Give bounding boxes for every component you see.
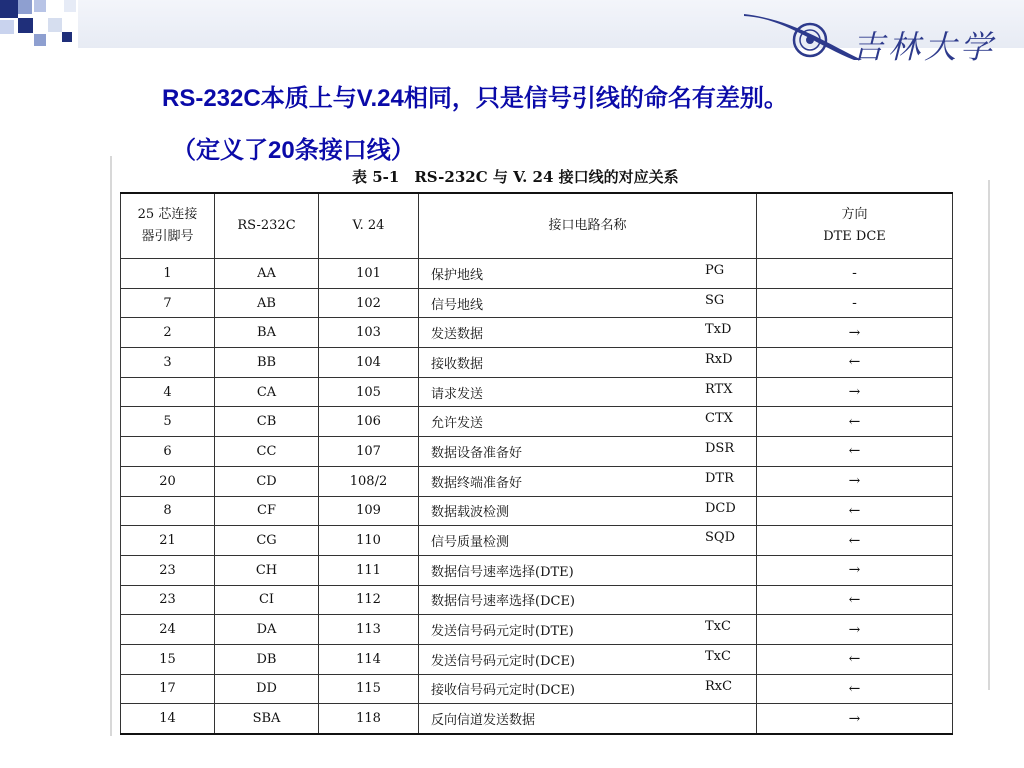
- circuit-abbr: PG: [705, 263, 725, 278]
- table-caption: 表 5-1 RS-232C 与 V. 24 接口线的对应关系: [352, 168, 679, 186]
- circuit-abbr: SG: [705, 292, 725, 308]
- circuit-name-text: 接收数据: [431, 356, 484, 372]
- slide-title: RS-232C本质上与V.24相同，只是信号引线的命名有差别。: [162, 85, 788, 112]
- cell-direction: →: [757, 704, 953, 734]
- circuit-abbr: CTX: [705, 411, 733, 427]
- cell-direction: ←: [757, 526, 953, 556]
- cell-v24: 118: [319, 704, 419, 734]
- cell-circuit-name: [419, 615, 757, 645]
- cell-v24: 115: [319, 674, 419, 704]
- cell-rs232c: CI: [215, 585, 319, 615]
- header-circuit-name: 接口电路名称: [419, 193, 757, 259]
- decor-square: [18, 18, 33, 33]
- header-rs232c: RS-232C: [215, 193, 319, 259]
- table-row: [121, 615, 953, 645]
- cell-pin: 23: [121, 555, 215, 585]
- cell-v24: 108/2: [319, 466, 419, 496]
- table-row: [121, 377, 953, 407]
- cell-circuit-name: [419, 377, 757, 407]
- cell-direction: ←: [757, 496, 953, 526]
- cell-circuit-name: [419, 526, 757, 556]
- cell-v24: 101: [319, 259, 419, 289]
- cell-rs232c: BA: [215, 318, 319, 348]
- cell-pin: 3: [121, 348, 215, 378]
- cell-direction: ←: [757, 674, 953, 704]
- slide-subtitle: （定义了20条接口线）: [172, 137, 415, 164]
- cell-rs232c: CH: [215, 555, 319, 585]
- circuit-abbr: DSR: [705, 441, 735, 457]
- circuit-abbr: SQD: [705, 530, 735, 546]
- circuit-name-text: 数据载波检测: [431, 505, 510, 521]
- cell-direction: →: [757, 555, 953, 585]
- cell-circuit-name: [419, 318, 757, 348]
- cell-direction: ←: [757, 348, 953, 378]
- scan-edge: [988, 180, 990, 690]
- decor-square: [18, 0, 32, 14]
- cell-direction: -: [757, 259, 953, 289]
- table-row: [121, 318, 953, 348]
- cell-pin: 6: [121, 437, 215, 467]
- cell-v24: 104: [319, 348, 419, 378]
- cell-rs232c: CG: [215, 526, 319, 556]
- circuit-abbr: RTX: [705, 381, 733, 397]
- table-row: [121, 644, 953, 674]
- cell-circuit-name: [419, 466, 757, 496]
- header-pin: 25 芯连接 器引脚号: [121, 193, 215, 259]
- table-row: [121, 704, 953, 734]
- cell-direction: -: [757, 288, 953, 318]
- circuit-name-text: 接收信号码元定时(DCE): [431, 683, 576, 699]
- cell-rs232c: AB: [215, 288, 319, 318]
- table-row: [121, 526, 953, 556]
- cell-v24: 113: [319, 615, 419, 645]
- circuit-name-text: 发送信号码元定时(DCE): [431, 653, 576, 669]
- cell-v24: 106: [319, 407, 419, 437]
- cell-rs232c: AA: [215, 259, 319, 289]
- cell-rs232c: CB: [215, 407, 319, 437]
- circuit-name-text: 请求发送: [431, 386, 484, 402]
- cell-pin: 17: [121, 674, 215, 704]
- cell-circuit-name: [419, 496, 757, 526]
- cell-pin: 14: [121, 704, 215, 734]
- table-row: [121, 348, 953, 378]
- cell-pin: 2: [121, 318, 215, 348]
- table-header-row: [121, 193, 953, 259]
- cell-rs232c: CF: [215, 496, 319, 526]
- table-row: [121, 288, 953, 318]
- circuit-abbr: RxC: [705, 678, 733, 694]
- cell-circuit-name: [419, 585, 757, 615]
- circuit-name-text: 反向信道发送数据: [431, 713, 536, 729]
- circuit-name-text: 发送数据: [431, 327, 484, 343]
- cell-direction: ←: [757, 437, 953, 467]
- cell-direction: ←: [757, 585, 953, 615]
- circuit-name-text: 发送信号码元定时(DTE): [431, 624, 574, 640]
- decor-square: [34, 0, 46, 12]
- circuit-abbr: DCD: [705, 500, 736, 516]
- circuit-abbr: TxC: [705, 648, 731, 664]
- table-row: [121, 466, 953, 496]
- table-row: [121, 674, 953, 704]
- cell-direction: →: [757, 318, 953, 348]
- decor-square: [34, 34, 46, 46]
- decor-square: [64, 0, 76, 12]
- cell-v24: 110: [319, 526, 419, 556]
- cell-v24: 103: [319, 318, 419, 348]
- cell-circuit-name: [419, 348, 757, 378]
- cell-rs232c: BB: [215, 348, 319, 378]
- cell-pin: 23: [121, 585, 215, 615]
- circuit-abbr: TxD: [705, 322, 732, 338]
- university-name: 吉林大学: [851, 28, 996, 66]
- circuit-name-text: 数据信号速率选择(DCE): [431, 594, 576, 610]
- cell-v24: 105: [319, 377, 419, 407]
- decor-square: [0, 0, 18, 18]
- cell-pin: 24: [121, 615, 215, 645]
- cell-circuit-name: [419, 259, 757, 289]
- cell-pin: 7: [121, 288, 215, 318]
- interface-table: [120, 192, 953, 735]
- scan-edge: [110, 156, 112, 736]
- cell-circuit-name: [419, 555, 757, 585]
- cell-rs232c: CA: [215, 377, 319, 407]
- decor-square: [48, 18, 62, 32]
- circuit-name-text: 信号地线: [431, 297, 484, 313]
- cell-v24: 102: [319, 288, 419, 318]
- cell-direction: →: [757, 466, 953, 496]
- cell-direction: ←: [757, 644, 953, 674]
- cell-rs232c: CD: [215, 466, 319, 496]
- circuit-name-text: 保护地线: [431, 267, 484, 283]
- circuit-name-text: 信号质量检测: [431, 535, 510, 551]
- decor-square: [62, 32, 72, 42]
- cell-circuit-name: [419, 437, 757, 467]
- table-row: [121, 585, 953, 615]
- cell-circuit-name: [419, 704, 757, 734]
- cell-pin: 5: [121, 407, 215, 437]
- cell-rs232c: CC: [215, 437, 319, 467]
- header-v24: V. 24: [319, 193, 419, 259]
- cell-pin: 1: [121, 259, 215, 289]
- header-direction: 方向 DTE DCE: [757, 193, 953, 259]
- cell-pin: 8: [121, 496, 215, 526]
- cell-circuit-name: [419, 288, 757, 318]
- circuit-name-text: 允许发送: [431, 416, 484, 432]
- circuit-abbr: RxD: [705, 352, 733, 368]
- cell-pin: 20: [121, 466, 215, 496]
- cell-v24: 114: [319, 644, 419, 674]
- table-row: [121, 555, 953, 585]
- cell-circuit-name: [419, 644, 757, 674]
- cell-pin: 15: [121, 644, 215, 674]
- cell-v24: 107: [319, 437, 419, 467]
- cell-v24: 112: [319, 585, 419, 615]
- cell-direction: →: [757, 377, 953, 407]
- cell-pin: 4: [121, 377, 215, 407]
- cell-direction: →: [757, 615, 953, 645]
- circuit-name-text: 数据设备准备好: [431, 445, 523, 461]
- cell-direction: ←: [757, 407, 953, 437]
- table-row: [121, 496, 953, 526]
- table-row: [121, 437, 953, 467]
- decor-square: [0, 20, 14, 34]
- cell-rs232c: DD: [215, 674, 319, 704]
- cell-rs232c: SBA: [215, 704, 319, 734]
- table-row: [121, 259, 953, 289]
- cell-rs232c: DA: [215, 615, 319, 645]
- cell-v24: 109: [319, 496, 419, 526]
- cell-circuit-name: [419, 407, 757, 437]
- circuit-abbr: TxC: [705, 619, 731, 635]
- cell-pin: 21: [121, 526, 215, 556]
- cell-rs232c: DB: [215, 644, 319, 674]
- circuit-name-text: 数据信号速率选择(DTE): [431, 564, 574, 580]
- table-row: [121, 407, 953, 437]
- circuit-abbr: DTR: [705, 470, 734, 486]
- cell-v24: 111: [319, 555, 419, 585]
- cell-circuit-name: [419, 674, 757, 704]
- circuit-name-text: 数据终端准备好: [431, 475, 523, 491]
